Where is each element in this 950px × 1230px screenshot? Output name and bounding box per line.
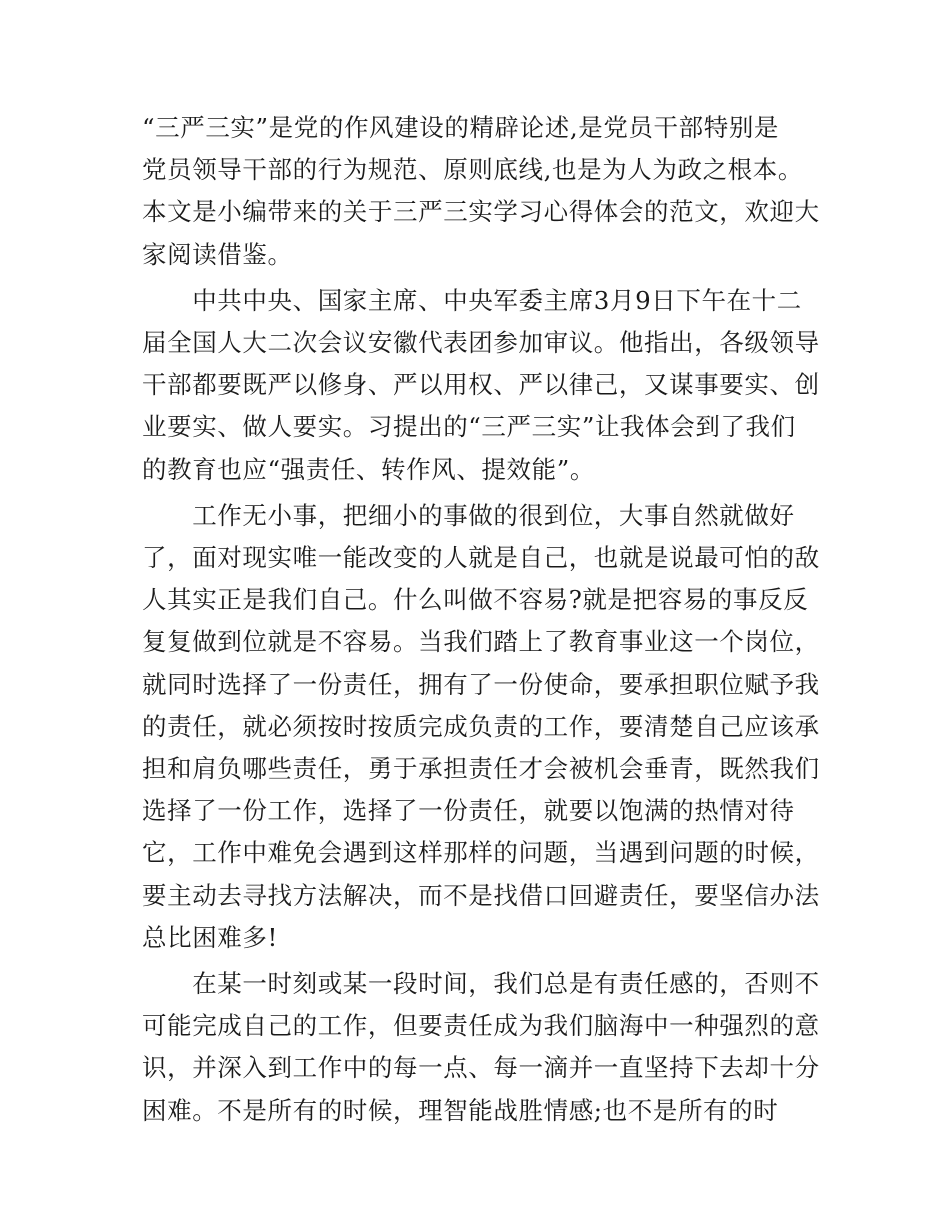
text-line: 工作无小事，把细小的事做的很到位，大事自然就做好: [142, 500, 795, 530]
text-line: 担和肩负哪些责任，勇于承担责任才会被机会垂青，既然我们: [142, 754, 820, 784]
text-line: 党员领导干部的行为规范、原则底线,也是为人为政之根本。: [142, 155, 803, 185]
text-line: 可能完成自己的工作，但要责任成为我们脑海中一种强烈的意: [142, 1011, 820, 1041]
text-line: 了，面对现实唯一能改变的人就是自己，也就是说最可怕的敌: [142, 543, 820, 573]
text-line: 在某一时刻或某一段时间，我们总是有责任感的，否则不: [142, 969, 820, 999]
text-line: 要主动去寻找方法解决，而不是找借口回避责任，要坚信办法: [142, 880, 820, 910]
text-line: 届全国人大二次会议安徽代表团参加审议。他指出，各级领导: [142, 328, 820, 358]
text-line: 就同时选择了一份责任，拥有了一份使命，要承担职位赋予我: [142, 669, 820, 699]
text-line: 业要实、做人要实。习提出的“三严三实”让我体会到了我们: [142, 412, 796, 442]
text-line: 的责任，就必须按时按质完成负责的工作，要清楚自己应该承: [142, 711, 820, 741]
text-line: 复复做到位就是不容易。当我们踏上了教育事业这一个岗位，: [142, 627, 820, 657]
text-line: 它，工作中难免会遇到这样那样的问题，当遇到问题的时候，: [142, 838, 820, 868]
text-line: 人其实正是我们自己。什么叫做不容易?就是把容易的事反反: [142, 585, 809, 615]
text-line: 困难。不是所有的时候，理智能战胜情感;也不是所有的时: [142, 1095, 779, 1125]
paragraph-3: [142, 495, 820, 959]
paragraph-intro: [142, 107, 820, 276]
text-line: “三严三实”是党的作风建设的精辟论述,是党员干部特别是: [142, 113, 780, 142]
text-line: 选择了一份工作，选择了一份责任，就要以饱满的热情对待: [142, 796, 795, 826]
text-line: 本文是小编带来的关于三严三实学习心得体会的范文，欢迎大: [142, 197, 820, 227]
text-line: 总比困难多!: [142, 922, 278, 952]
text-line: 家阅读借鉴。: [142, 239, 293, 269]
text-line: 中共中央、国家主席、中央军委主席3月9日下午在十二: [142, 285, 802, 315]
document-body: [142, 107, 820, 1132]
text-line: 干部都要既严以修身、严以用权、严以律己，又谋事要实、创: [142, 370, 820, 400]
paragraph-4: [142, 963, 820, 1132]
paragraph-2: [142, 280, 820, 491]
text-line: 的教育也应“强责任、转作风、提效能”。: [142, 454, 595, 484]
text-line: 识，并深入到工作中的每一点、每一滴并一直坚持下去却十分: [142, 1053, 820, 1083]
